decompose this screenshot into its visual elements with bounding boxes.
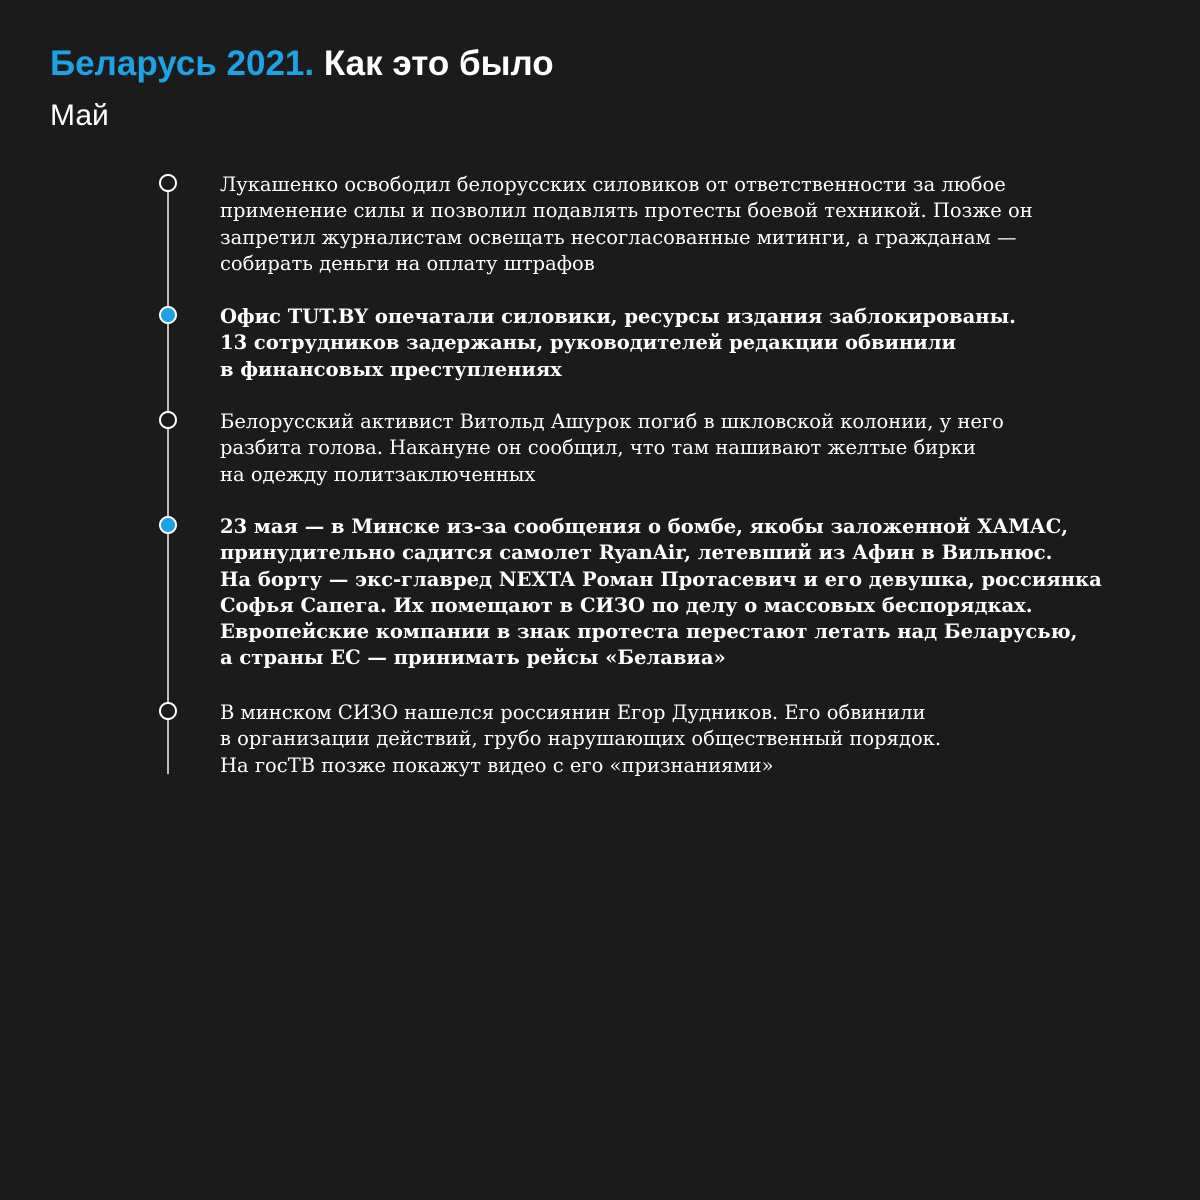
event-line: применение силы и позволил подавлять протесты боевой техникой. Позже он bbox=[220, 199, 1033, 223]
event-text bbox=[220, 304, 1080, 383]
event-line: в организации действий, грубо нарушающих общественный порядок. bbox=[220, 727, 942, 751]
event-text bbox=[220, 409, 1080, 488]
title-accent: Беларусь 2021. bbox=[50, 44, 315, 83]
event-line: В минском СИЗО нашелся россиянин Егор Дудников. Его обвинили bbox=[220, 701, 926, 724]
event-line: в финансовых преступлениях bbox=[220, 357, 562, 381]
event-text bbox=[220, 172, 1080, 277]
event-line: собирать деньги на оплату штрафов bbox=[220, 251, 595, 275]
timeline-marker bbox=[159, 411, 177, 429]
event-line: 13 сотрудников задержаны, руководителей редакции обвинили bbox=[220, 331, 956, 355]
timeline-marker bbox=[159, 702, 177, 720]
timeline-line bbox=[167, 184, 169, 774]
event-line: Офис TUT.BY опечатали силовики, ресурсы издания заблокированы. bbox=[220, 305, 1016, 328]
event-line: На госТВ позже покажут видео с его «признаниями» bbox=[220, 753, 774, 777]
event-line: на одежду политзаключенных bbox=[220, 462, 536, 486]
event-line: Лукашенко освободил белорусских силовиков от ответственности за любое bbox=[220, 173, 1006, 196]
timeline-marker-highlighted bbox=[159, 306, 177, 324]
event-text bbox=[220, 514, 1102, 672]
timeline-marker bbox=[159, 174, 177, 192]
event-line: На борту — экс-главред NEXTA Роман Протасевич и его девушка, россиянка bbox=[220, 567, 1102, 591]
event-line: Софья Сапега. Их помещают в СИЗО по делу о массовых беспорядках. bbox=[220, 593, 1033, 617]
event-line: 23 мая — в Минске из-за сообщения о бомбе, якобы заложенной ХАМАС, bbox=[220, 515, 1069, 538]
month-subtitle: Май bbox=[50, 99, 109, 132]
timeline-marker-highlighted bbox=[159, 516, 177, 534]
event-line: принудительно садится самолет RyanAir, летевший из Афин в Вильнюс. bbox=[220, 541, 1053, 565]
title-main: Как это было bbox=[323, 44, 554, 83]
event-line: Белорусский активист Витольд Ашурок погиб в шкловской колонии, у него bbox=[220, 410, 1004, 433]
event-line: запретил журналистам освещать несогласованные митинги, а гражданам — bbox=[220, 225, 1017, 249]
event-line: Европейские компании в знак протеста перестают летать над Беларусью, bbox=[220, 620, 1078, 644]
event-line: разбита голова. Накануне он сообщил, что там нашивают желтые бирки bbox=[220, 436, 976, 460]
event-line: а страны ЕС — принимать рейсы «Белавиа» bbox=[220, 646, 726, 670]
event-text bbox=[220, 700, 1080, 779]
